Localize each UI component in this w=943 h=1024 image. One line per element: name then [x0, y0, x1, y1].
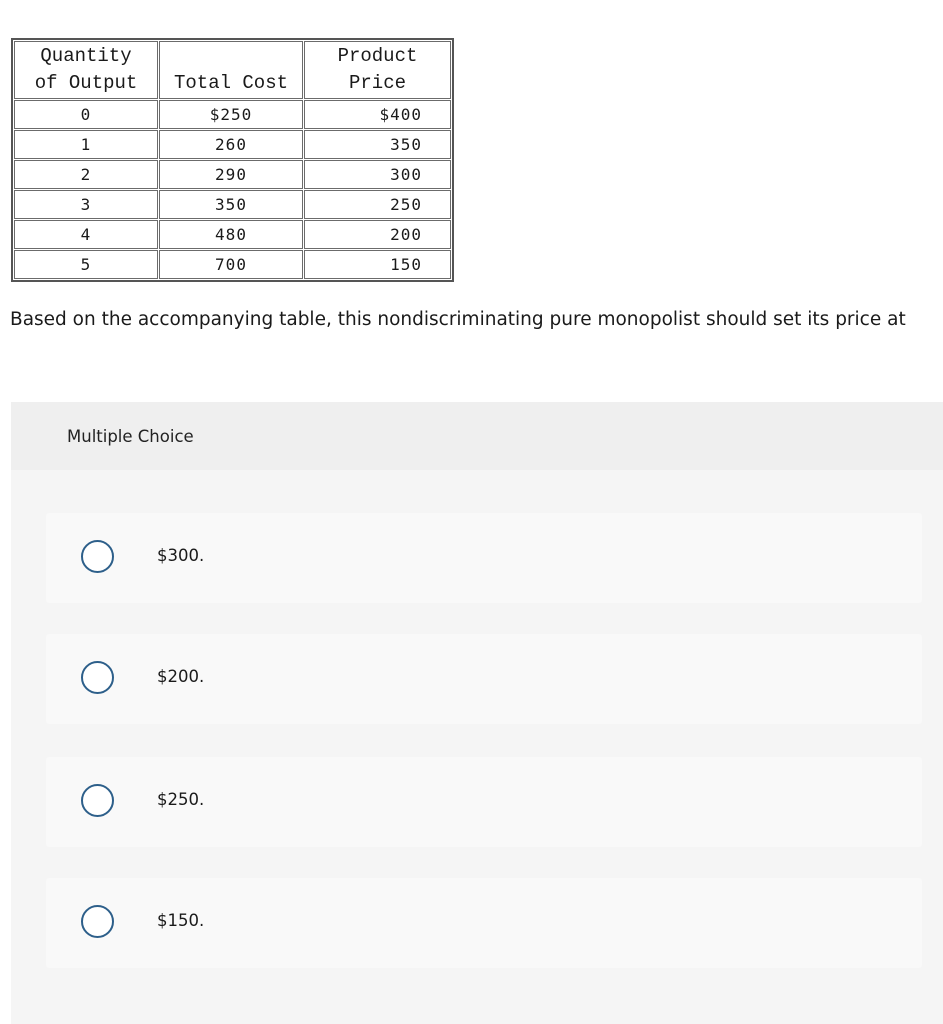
header-line: of Output [34, 72, 138, 94]
table-row [14, 220, 451, 249]
answer-option[interactable] [46, 757, 922, 847]
table-row [14, 160, 451, 189]
total-cost-cell: 700 [159, 250, 303, 279]
quantity-cell: 2 [14, 160, 158, 189]
table-row [14, 190, 451, 219]
price-cell: 150 [304, 250, 451, 279]
radio-button[interactable] [81, 661, 114, 694]
price-cell: 300 [304, 160, 451, 189]
question-prompt: Based on the accompanying table, this nondiscriminating pure monopolist should set its price at [10, 309, 906, 330]
total-cost-cell: 350 [159, 190, 303, 219]
answer-options-list [11, 470, 943, 1024]
price-cell: 200 [304, 220, 451, 249]
total-cost-cell: 290 [159, 160, 303, 189]
cost-price-table-image [11, 38, 454, 282]
answer-option[interactable] [46, 634, 922, 724]
table-row [14, 130, 451, 159]
quantity-cell: 0 [14, 100, 158, 129]
answer-option-label: $200. [157, 667, 205, 686]
table-row [14, 250, 451, 279]
table-row [14, 100, 451, 129]
answer-option[interactable] [46, 878, 922, 968]
header-total-cost [159, 41, 303, 99]
price-cell: $400 [304, 100, 451, 129]
multiple-choice-header [11, 402, 943, 470]
header-line: Price [348, 72, 406, 94]
header-line [160, 43, 302, 70]
total-cost-cell: $250 [159, 100, 303, 129]
cost-price-table [13, 40, 452, 280]
radio-button[interactable] [81, 540, 114, 573]
price-cell: 250 [304, 190, 451, 219]
quantity-cell: 5 [14, 250, 158, 279]
answer-option-label: $300. [157, 546, 205, 565]
radio-button[interactable] [81, 784, 114, 817]
answer-option-label: $250. [157, 790, 205, 809]
quantity-cell: 1 [14, 130, 158, 159]
multiple-choice-panel [11, 402, 943, 1024]
quantity-cell: 4 [14, 220, 158, 249]
total-cost-cell: 260 [159, 130, 303, 159]
quantity-cell: 3 [14, 190, 158, 219]
header-line: Total Cost [173, 72, 289, 94]
header-line: Product [337, 45, 418, 67]
header-line: Quantity [40, 45, 132, 67]
answer-option-label: $150. [157, 911, 205, 930]
header-quantity-of-output [14, 41, 158, 99]
header-product-price [304, 41, 451, 99]
radio-button[interactable] [81, 905, 114, 938]
total-cost-cell: 480 [159, 220, 303, 249]
multiple-choice-title: Multiple Choice [67, 427, 194, 446]
answer-option[interactable] [46, 513, 922, 603]
table-header-row [14, 41, 451, 99]
price-cell: 350 [304, 130, 451, 159]
